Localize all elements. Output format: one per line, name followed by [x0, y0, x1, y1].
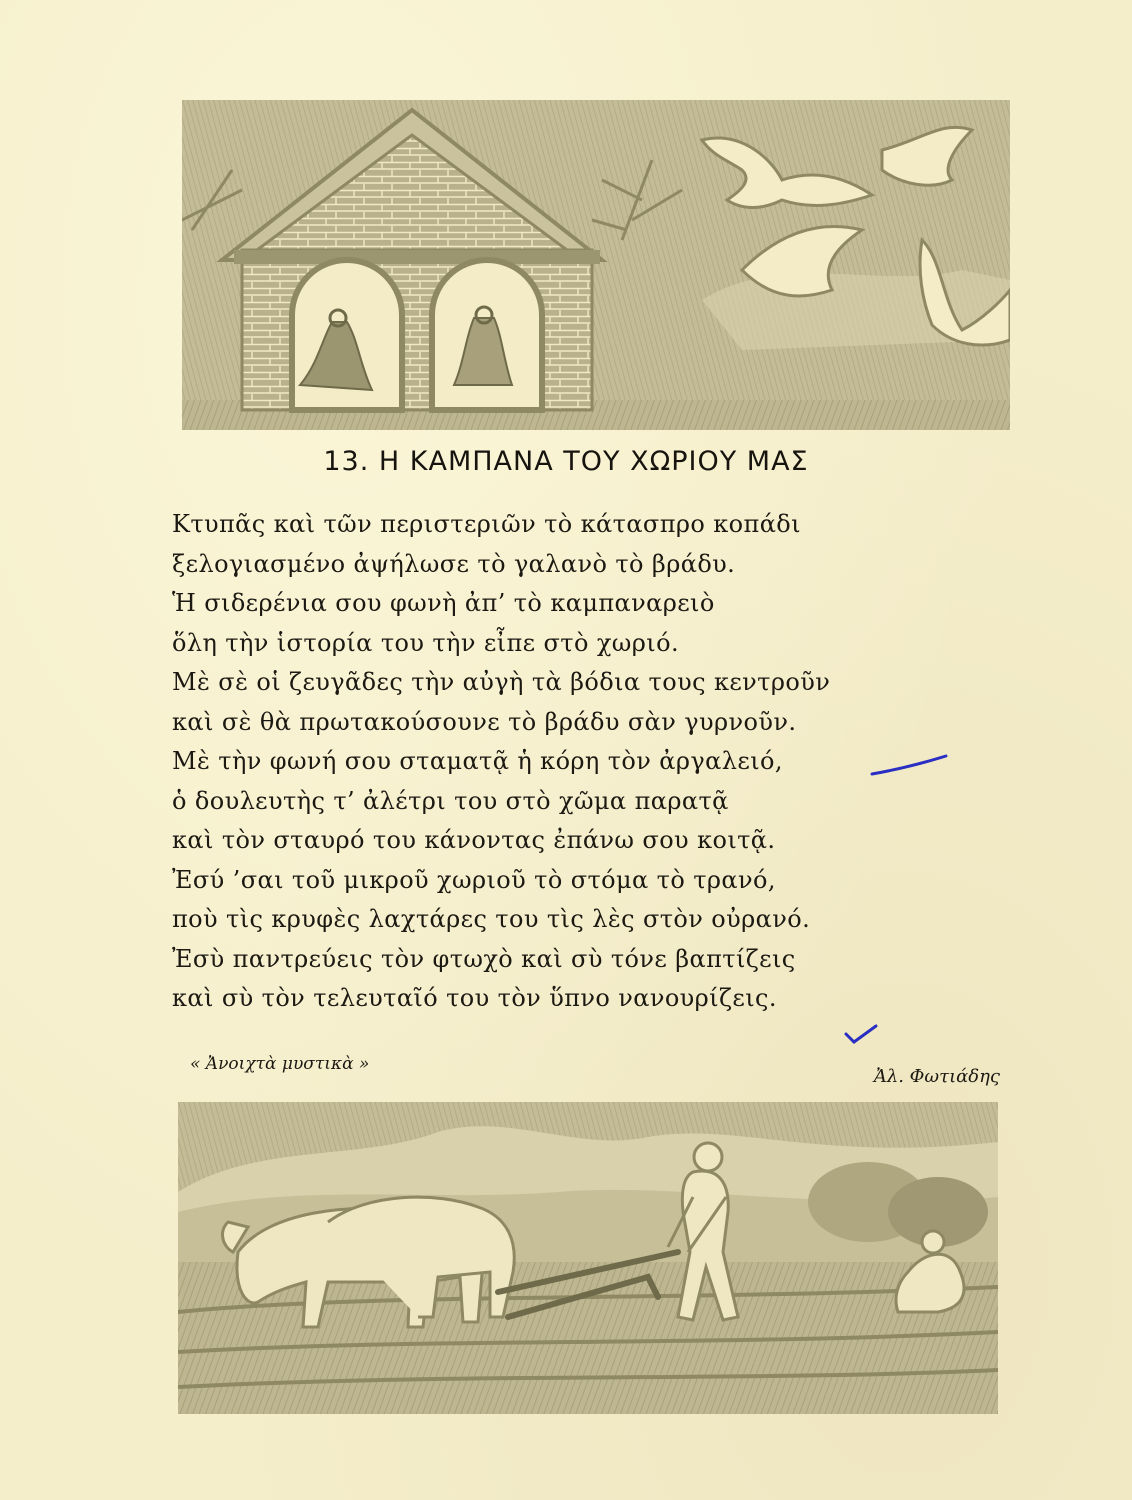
- pen-stroke-mark: [870, 752, 950, 782]
- poem-line: καὶ τὸν σταυρό του κάνοντας ἐπάνω σου κοιτᾷ.: [172, 826, 776, 854]
- poem-line: Μὲ σὲ οἱ ζευγᾶδες τὴν αὐγὴ τὰ βόδια τους κεντροῦν: [172, 668, 831, 696]
- source-citation: « Ἀνοιχτὰ μυστικὰ »: [190, 1054, 370, 1074]
- ploughing-woodcut: [178, 1102, 998, 1414]
- poem-line: Ἐσὺ παντρεύεις τὸν φτωχὸ καὶ σὺ τόνε βαπτίζεις: [172, 944, 796, 973]
- poem-line: Ἡ σιδερένια σου φωνὴ ἀπ’ τὸ καμπαναρειὸ: [172, 589, 715, 617]
- bell-tower-woodcut: [182, 100, 1010, 430]
- poem-line: Ἐσύ ’σαι τοῦ μικροῦ χωριοῦ τὸ στόμα τὸ τρανό,: [172, 865, 776, 894]
- poem-line: καὶ σὺ τὸν τελευταῖό του τὸν ὕπνο νανουρίζεις.: [172, 984, 777, 1012]
- ploughing-illustration: [178, 1102, 998, 1414]
- author-name: Ἀλ. Φωτιάδης: [873, 1066, 1000, 1087]
- poem-line: Κτυπᾶς καὶ τῶν περιστεριῶν τὸ κάτασπρο κοπάδι: [172, 510, 801, 538]
- poem-body: [172, 505, 992, 1019]
- pen-check-mark: [842, 1020, 882, 1050]
- poem-title: 13. Η ΚΑΜΠΑΝΑ ΤΟΥ ΧΩΡΙΟΥ ΜΑΣ: [323, 446, 809, 477]
- poem-line: ξελογιασμένο ἀψήλωσε τὸ γαλανὸ τὸ βράδυ.: [172, 549, 736, 578]
- poem-line: καὶ σὲ θὰ πρωτακούσουνε τὸ βράδυ σὰν γυρνοῦν.: [172, 707, 797, 736]
- poem-line: ὅλη τὴν ἱστορία του τὴν εἶπε στὸ χωριό.: [172, 628, 679, 657]
- poem-line: Μὲ τὴν φωνή σου σταματᾷ ἡ κόρη τὸν ἀργαλειό,: [172, 747, 783, 775]
- bell-tower-illustration: [182, 100, 1010, 430]
- poem-line: ποὺ τὶς κρυφὲς λαχτάρες του τὶς λὲς στὸν οὐρανό.: [172, 905, 811, 933]
- poem-line: ὁ δουλευτὴς τ’ ἀλέτρι του στὸ χῶμα παρατᾷ: [172, 786, 729, 815]
